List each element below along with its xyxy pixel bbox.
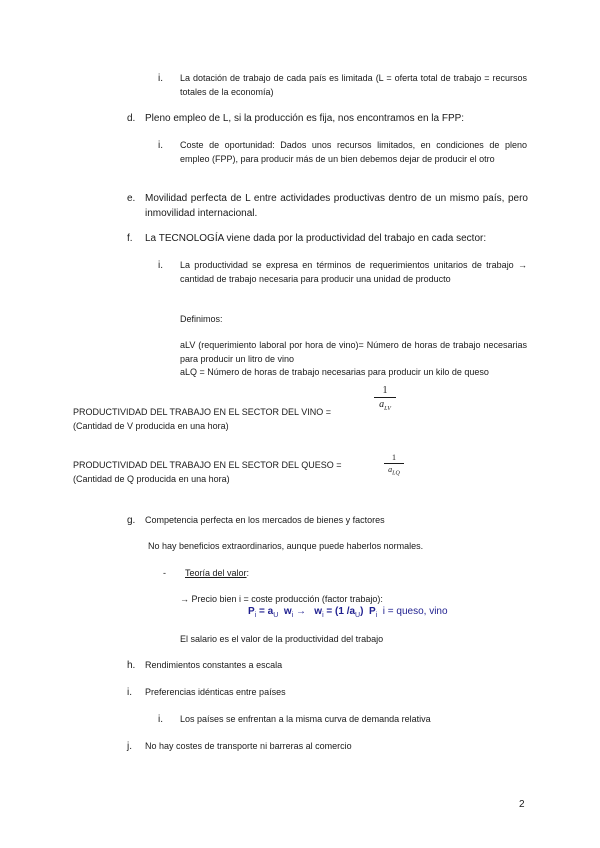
fraction-queso: [384, 453, 404, 479]
dotacion-text: La dotación de trabajo de cada país es limitada (L = oferta total de trabajo = recursos totales de la economía): [180, 73, 527, 97]
competencia-text: Competencia perfecta en los mercados de bienes y factores: [145, 515, 385, 525]
salario-text: El salario es el valor de la productividad del trabajo: [180, 634, 384, 644]
list-marker: i.: [158, 714, 163, 725]
curva-demanda-text: Los países se enfrentan a la misma curva de demanda relativa: [180, 714, 431, 724]
alv-definition: aLV (requerimiento laboral por hora de vino)= Número de horas de trabajo necesarias para producir un litro de vino: [180, 340, 527, 364]
no-beneficios-text: No hay beneficios extraordinarios, aunque puede haberlos normales.: [148, 541, 424, 551]
list-marker: j.: [127, 741, 132, 752]
list-marker: f.: [127, 233, 133, 244]
fraction-vino: [374, 385, 396, 415]
rendimientos-text: Rendimientos constantes a escala: [145, 660, 283, 670]
coste-oportunidad-text: Coste de oportunidad: Dados unos recursos limitados, en condiciones de pleno empleo (FPP), para producir más de un bien debemos dejar de producir el otro: [180, 140, 527, 164]
page-number: 2: [519, 799, 525, 810]
productividad-vino-label: PRODUCTIVIDAD DEL TRABAJO EN EL SECTOR DEL VINO =: [73, 407, 331, 417]
productividad-vino-sub: (Cantidad de V producida en una hora): [73, 421, 229, 431]
costes-transporte-text: No hay costes de transporte ni barreras al comercio: [145, 741, 352, 751]
teoria-valor-heading: Teoría del valor:: [185, 568, 250, 578]
list-marker: i.: [158, 140, 163, 151]
list-marker: i.: [127, 687, 132, 698]
precio-text: → Precio bien i = coste producción (factor trabajo):: [180, 594, 383, 604]
fraction-numerator: 1: [382, 385, 388, 396]
fraction-denominator: $a_{LV}$: [379, 399, 391, 412]
list-marker: g.: [127, 515, 136, 526]
precio-formula: $P_i = a_U$ $w_i \to w_i = (1$ $/a_U$) $P_i$ i = queso, vino: [248, 606, 448, 619]
alq-definition: aLQ = Número de horas de trabajo necesarias para producir un kilo de queso: [180, 367, 489, 377]
list-marker: h.: [127, 660, 136, 671]
movilidad-text: Movilidad perfecta de L entre actividades productivas dentro de un mismo país, pero inmovilidad internacional.: [145, 193, 528, 219]
pleno-empleo-text: Pleno empleo de L, si la producción es fija, nos encontramos en la FPP:: [145, 113, 465, 124]
productividad-text: La productividad se expresa en términos de requerimientos unitarios de trabajo → cantidad de trabajo necesaria para producir una unidad de producto: [180, 260, 527, 284]
preferencias-text: Preferencias idénticas entre países: [145, 687, 286, 697]
list-marker: d.: [127, 113, 136, 124]
fraction-numerator: 1: [392, 453, 396, 462]
productividad-queso-label: PRODUCTIVIDAD DEL TRABAJO EN EL SECTOR DEL QUESO =: [73, 460, 342, 470]
definimos-label: Definimos:: [180, 314, 223, 324]
list-marker: i.: [158, 73, 163, 84]
fraction-denominator: $a_{LQ}$: [388, 465, 400, 477]
list-marker: i.: [158, 260, 163, 271]
list-marker: e.: [127, 193, 136, 204]
fraction-bar: [374, 397, 396, 398]
productividad-queso-sub: (Cantidad de Q producida en una hora): [73, 474, 230, 484]
tecnologia-text: La TECNOLOGÍA viene dada por la productividad del trabajo en cada sector:: [145, 233, 487, 244]
fraction-bar: [384, 463, 404, 464]
dash-marker: -: [163, 568, 166, 578]
